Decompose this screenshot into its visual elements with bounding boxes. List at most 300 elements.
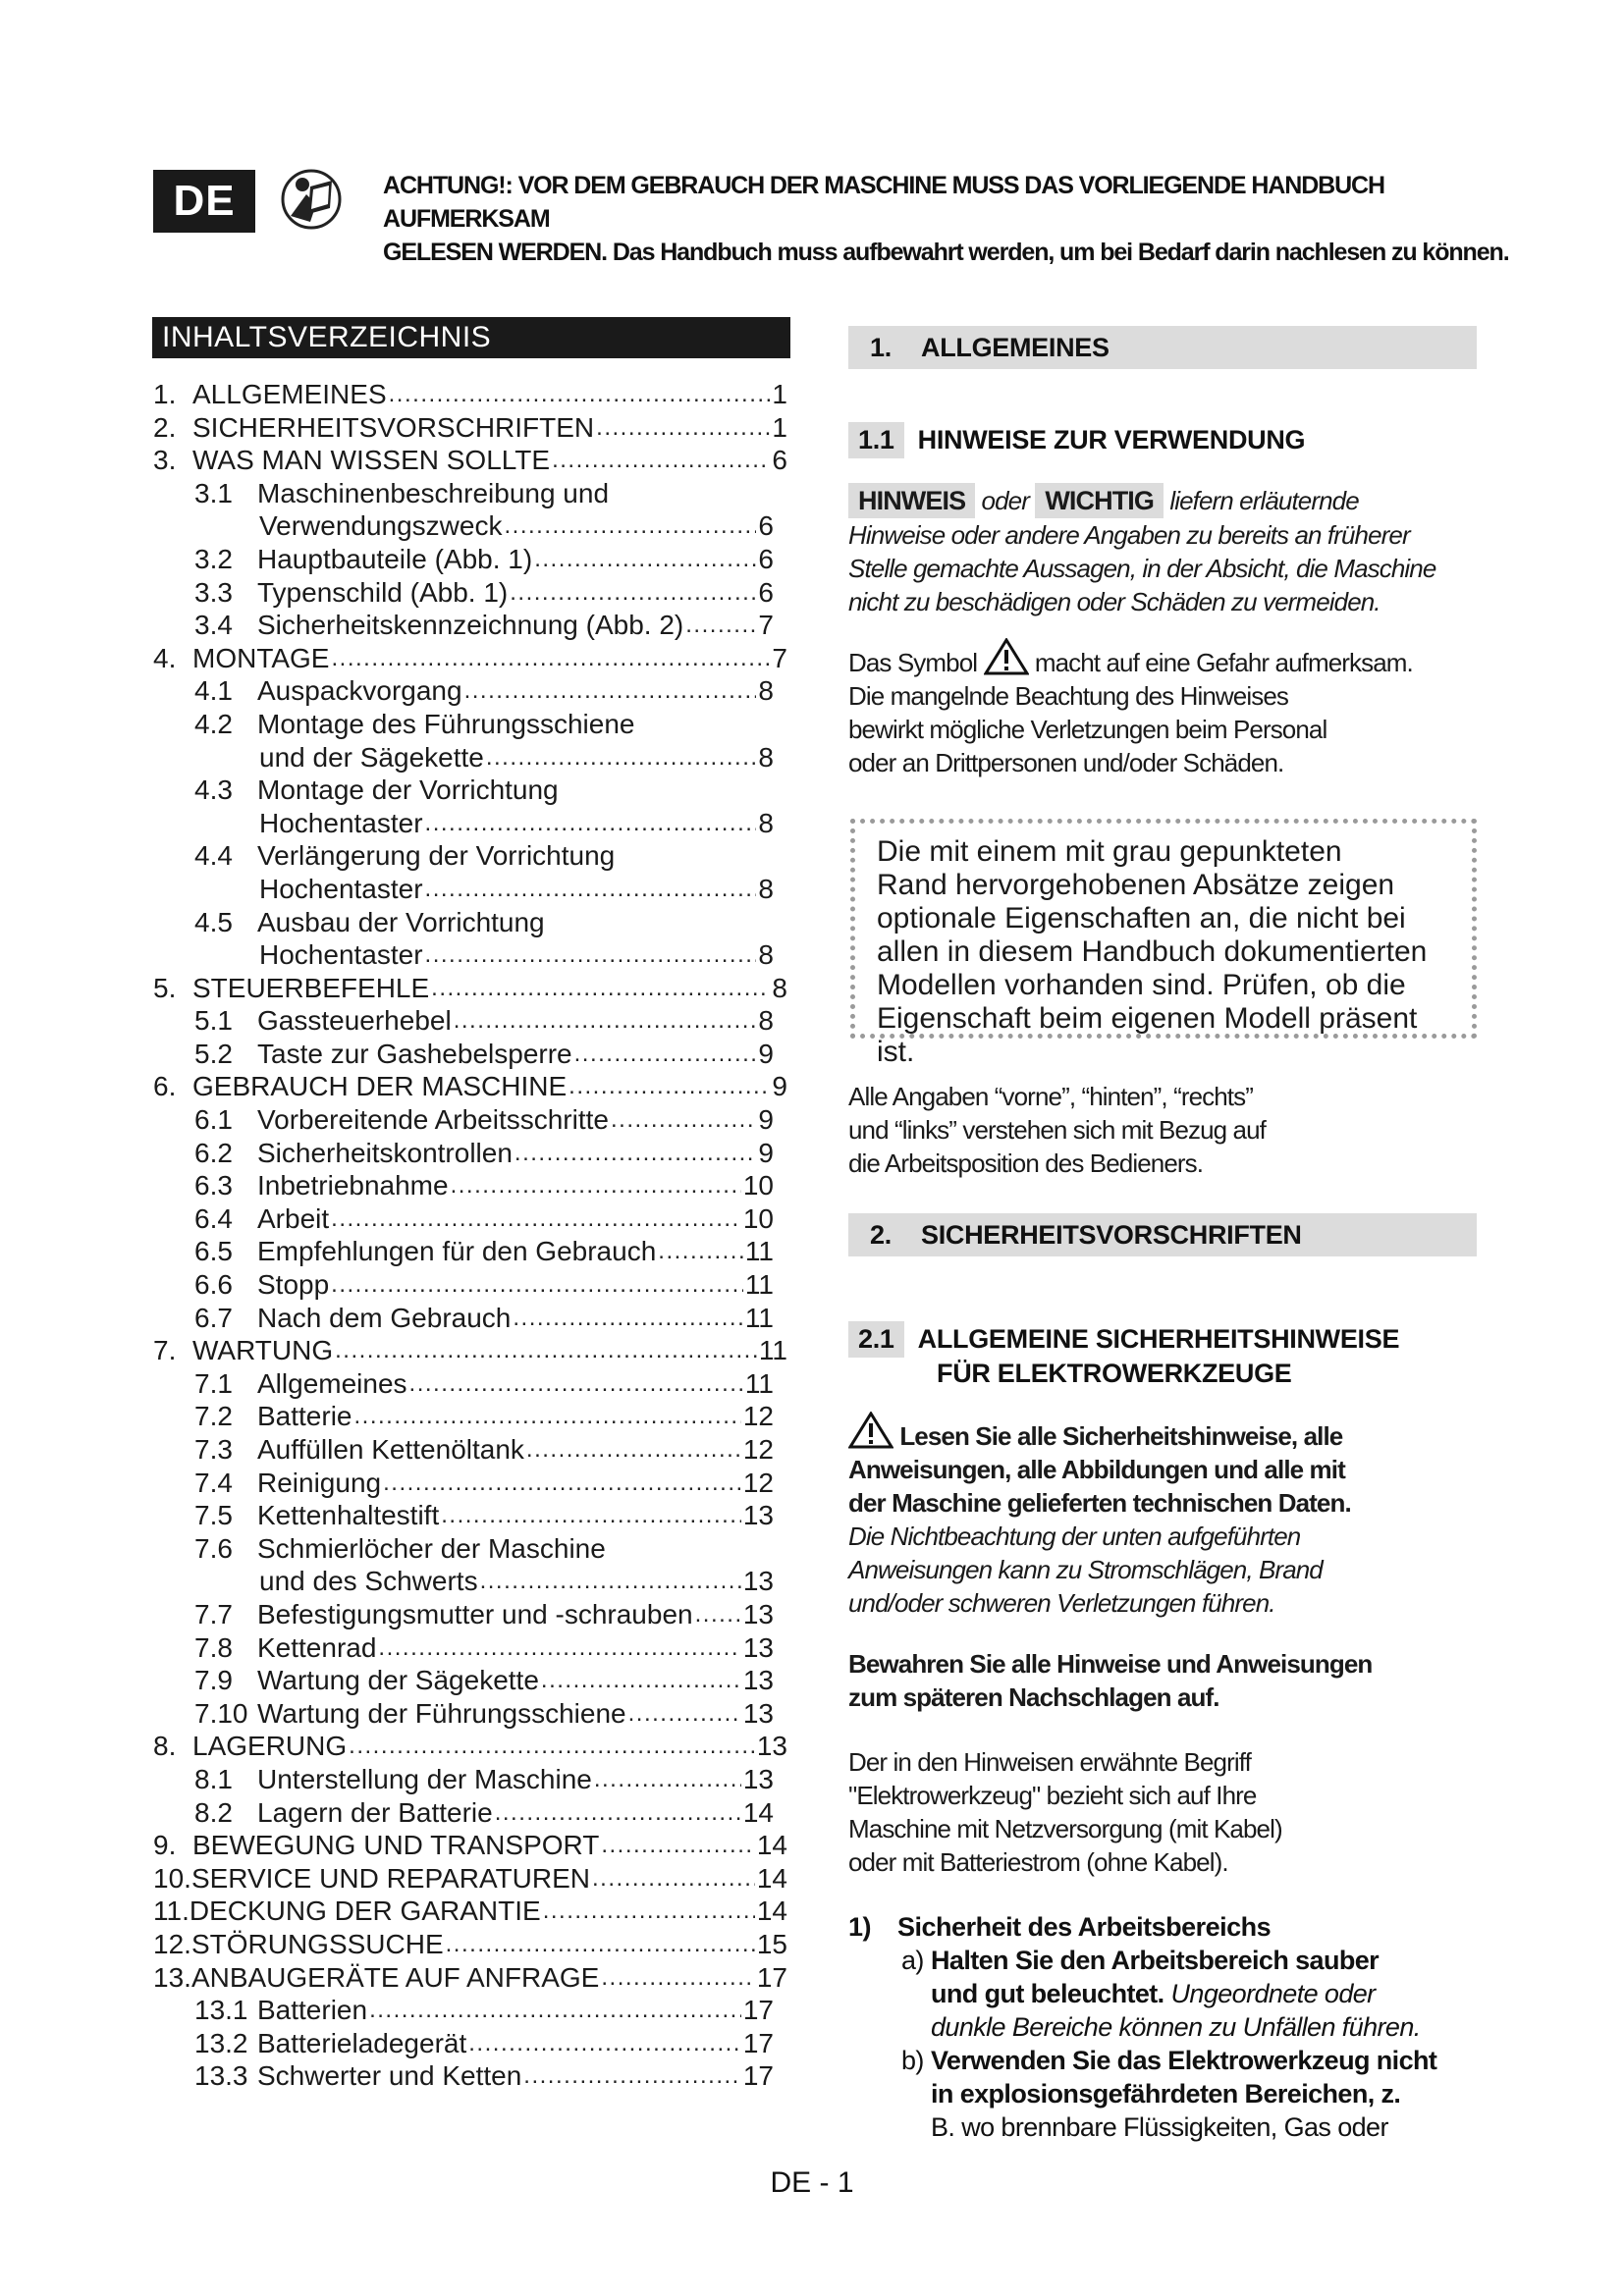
toc-entry-title: Wartung der Führungsschiene <box>257 1697 626 1729</box>
toc-entry-title: Montage des Führungsschiene <box>257 708 635 739</box>
toc-entry-page: 9 <box>758 1137 774 1168</box>
list-item-a-bold1: Halten Sie den Arbeitsbereich sauber <box>931 1946 1380 1975</box>
toc-entry-title: WAS MAN WISSEN SOLLTE <box>192 445 551 476</box>
toc-entry <box>153 1103 791 1137</box>
language-badge: DE <box>153 170 255 233</box>
toc-entry <box>153 1961 791 1995</box>
read-it-line2: Anweisungen kann zu Stromschlägen, Brand <box>848 1555 1323 1584</box>
toc-entry <box>153 1467 791 1500</box>
toc-leader-dots <box>425 807 757 840</box>
toc-entry-number: 10. <box>153 1862 191 1894</box>
toc-entry <box>153 1697 791 1731</box>
toc-entry <box>153 1763 791 1796</box>
symbol-line2: Die mangelnde Beachtung des Hinweises <box>848 681 1288 711</box>
list-item-a-label: a) <box>901 1946 924 1975</box>
term-line: oder mit Batteriestrom (ohne Kabel). <box>848 1847 1228 1877</box>
subsection-1-1-header <box>848 422 1305 458</box>
toc-entry-page: 17 <box>742 2027 774 2058</box>
toc-leader-dots <box>464 674 757 708</box>
toc-entry-title: SERVICE UND REPARATUREN <box>190 1862 591 1894</box>
toc-entry-number: 7.7 <box>194 1598 233 1629</box>
read-bold-line1: Lesen Sie alle Sicherheitshinweise, alle <box>899 1421 1343 1451</box>
toc-leader-dots <box>431 972 770 1005</box>
toc-entry-page: 14 <box>742 1796 774 1828</box>
toc-entry-title: und der Sägekette <box>259 741 484 773</box>
toc-entry-page: 17 <box>756 1961 787 1993</box>
section-2-title: SICHERHEITSVORSCHRIFTEN <box>921 1220 1302 1250</box>
note-paragraph <box>848 483 1477 618</box>
toc-leader-dots <box>389 378 771 411</box>
toc-entry-number: 3. <box>153 445 177 476</box>
toc-leader-dots <box>601 1961 754 1995</box>
toc-entry <box>153 1598 791 1631</box>
toc-entry-page: 10 <box>742 1202 774 1234</box>
toc-entry-title: Inbetriebnahme <box>257 1170 449 1201</box>
toc-entry-page: 7 <box>772 642 787 673</box>
toc-entry-page: 8 <box>758 1005 774 1037</box>
toc-leader-dots <box>523 2059 741 2093</box>
direction-line: Alle Angaben “vorne”, “hinten”, “rechts” <box>848 1082 1253 1111</box>
toc-entry <box>153 1829 791 1862</box>
toc-leader-dots <box>354 1400 741 1433</box>
header-warning-line1: ACHTUNG!: VOR DEM GEBRAUCH DER MASCHINE MUSS DAS VORLIEGENDE HANDBUCH AUFMERKSAM <box>383 172 1384 233</box>
toc-entry-number: 4.3 <box>194 774 233 806</box>
toc-entry-title: Verlängerung der Vorrichtung <box>257 840 616 872</box>
toc-entry-title: DECKUNG DER GARANTIE <box>189 1896 541 1927</box>
toc-entry-number: 4.1 <box>194 675 233 707</box>
toc-entry-number: 6.1 <box>194 1104 233 1136</box>
term-line: Maschine mit Netzversorgung (mit Kabel) <box>848 1814 1282 1843</box>
toc-entry-title: LAGERUNG <box>192 1731 348 1762</box>
toc-entry-page: 14 <box>756 1862 787 1894</box>
toc-entry <box>153 938 791 972</box>
toc-leader-dots <box>349 1730 755 1763</box>
table-of-contents <box>153 378 791 2093</box>
toc-entry-number: 6.4 <box>194 1202 233 1234</box>
toc-entry-number: 7.10 <box>194 1697 248 1729</box>
toc-title: INHALTSVERZEICHNIS <box>152 317 790 358</box>
toc-entry <box>153 1796 791 1830</box>
toc-entry-number: 6.6 <box>194 1269 233 1301</box>
list-item-b-label: b) <box>901 2046 924 2075</box>
toc-entry <box>153 873 791 906</box>
toc-leader-dots <box>335 1334 757 1367</box>
direction-line: und “links” verstehen sich mit Bezug auf <box>848 1115 1266 1145</box>
toc-entry-title: Sicherheitskennzeichnung (Abb. 2) <box>257 610 684 641</box>
list-item-a <box>901 1944 1490 2044</box>
toc-entry-title: Hochentaster <box>259 939 423 971</box>
term-paragraph <box>848 1745 1477 1879</box>
toc-entry-title: WARTUNG <box>192 1335 334 1366</box>
section-1-title: ALLGEMEINES <box>921 333 1110 362</box>
toc-entry-title: Hochentaster <box>259 873 423 904</box>
toc-leader-dots <box>510 576 756 610</box>
toc-entry-title: Allgemeines <box>257 1367 407 1399</box>
toc-entry-title: Maschinenbeschreibung und <box>257 477 610 508</box>
toc-entry-title: Hochentaster <box>259 807 423 838</box>
toc-entry-number: 13.1 <box>194 1995 248 2026</box>
toc-entry <box>153 2059 791 2093</box>
toc-entry-page: 9 <box>758 1104 774 1136</box>
toc-entry-number: 8.2 <box>194 1796 233 1828</box>
toc-leader-dots <box>409 1367 743 1401</box>
header-warning <box>383 169 1512 269</box>
toc-leader-dots <box>514 1137 757 1170</box>
toc-leader-dots <box>383 1467 741 1500</box>
toc-leader-dots <box>495 1796 741 1830</box>
toc-entry-page: 17 <box>742 1995 774 2026</box>
section-2-header <box>848 1213 1477 1256</box>
toc-entry-number: 3.4 <box>194 610 233 641</box>
toc-entry-title: Schwerter und Ketten <box>257 2060 522 2092</box>
toc-entry-title: Empfehlungen für den Gebrauch <box>257 1236 657 1267</box>
toc-entry-page: 8 <box>758 807 774 838</box>
toc-entry <box>153 1730 791 1763</box>
toc-leader-dots <box>451 1169 741 1202</box>
toc-leader-dots <box>441 1499 741 1532</box>
toc-entry-page: 13 <box>742 1631 774 1663</box>
toc-entry-title: Taste zur Gashebelsperre <box>257 1038 572 1069</box>
toc-entry <box>153 2027 791 2060</box>
toc-entry-title: Arbeit <box>257 1202 330 1234</box>
toc-entry-page: 1 <box>772 411 787 443</box>
toc-leader-dots <box>596 411 770 445</box>
toc-entry-page: 6 <box>758 510 774 542</box>
toc-entry-page: 6 <box>758 576 774 608</box>
toc-entry-number: 11. <box>153 1896 189 1927</box>
toc-entry-number: 7.1 <box>194 1367 233 1399</box>
dotted-line: allen in diesem Handbuch dokumentierten <box>877 935 1428 968</box>
toc-leader-dots <box>454 1004 757 1038</box>
list-item-b <box>901 2044 1490 2144</box>
toc-entry <box>153 642 791 675</box>
toc-entry-title: Batterien <box>257 1995 368 2026</box>
toc-entry-title: Ausbau der Vorrichtung <box>257 906 545 937</box>
toc-leader-dots <box>425 873 757 906</box>
toc-leader-dots <box>568 1070 770 1103</box>
toc-entry-title: Gassteuerhebel <box>257 1005 452 1037</box>
toc-leader-dots <box>543 1895 755 1928</box>
toc-entry <box>153 1532 791 1566</box>
toc-entry-title: ANBAUGERÄTE AUF ANFRAGE <box>190 1961 600 1993</box>
symbol-line4: oder an Drittpersonen und/oder Schäden. <box>848 748 1284 777</box>
subsection-2-1-title-line2: FÜR ELEKTROWERKZEUGE <box>937 1359 1292 1388</box>
toc-entry-page: 10 <box>742 1170 774 1201</box>
toc-entry-number: 3.2 <box>194 543 233 574</box>
note-line1-rest: liefern erläuternde <box>1169 486 1359 515</box>
symbol-post: macht auf eine Gefahr aufmerksam. <box>1034 648 1413 677</box>
toc-entry <box>153 774 791 807</box>
toc-entry-number: 5. <box>153 972 177 1003</box>
toc-entry <box>153 444 791 477</box>
dotted-line: Modellen vorhanden sind. Prüfen, ob die <box>877 969 1406 1001</box>
toc-entry-page: 9 <box>758 1038 774 1069</box>
keep-line2: zum späteren Nachschlagen auf. <box>848 1682 1219 1712</box>
toc-entry-title: Reinigung <box>257 1467 382 1498</box>
toc-entry <box>153 972 791 1005</box>
dotted-line: Die mit einem mit grau gepunkteten <box>877 835 1342 868</box>
toc-entry-number: 7.2 <box>194 1401 233 1432</box>
warning-triangle-icon <box>848 1412 893 1449</box>
toc-leader-dots <box>480 1565 741 1598</box>
toc-entry <box>153 1928 791 1961</box>
toc-entry-page: 8 <box>772 972 787 1003</box>
note-line2: Hinweise oder andere Angaben zu bereits an früherer <box>848 520 1410 550</box>
toc-entry-number: 1. <box>153 379 177 409</box>
toc-entry <box>153 708 791 741</box>
toc-entry-title: Sicherheitskontrollen <box>257 1137 513 1168</box>
dotted-line: optionale Eigenschaften an, die nicht bei <box>877 902 1406 934</box>
toc-entry <box>153 839 791 873</box>
toc-leader-dots <box>534 543 756 576</box>
toc-entry-title: Befestigungsmutter und -schrauben <box>257 1598 693 1629</box>
toc-entry-page: 13 <box>742 1763 774 1794</box>
toc-entry <box>153 1169 791 1202</box>
toc-leader-dots <box>695 1598 741 1631</box>
toc-entry <box>153 1565 791 1598</box>
read-it-line3: und/oder schweren Verletzungen führen. <box>848 1588 1275 1618</box>
toc-entry <box>153 1994 791 2027</box>
symbol-pre: Das Symbol <box>848 648 978 677</box>
toc-entry-number: 2. <box>153 411 177 443</box>
read-manual-icon <box>281 165 342 234</box>
toc-entry-title: Typenschild (Abb. 1) <box>257 576 509 608</box>
toc-entry <box>153 1004 791 1038</box>
toc-entry-title: Kettenhaltestift <box>257 1500 440 1531</box>
toc-entry <box>153 1302 791 1335</box>
toc-entry <box>153 1202 791 1236</box>
toc-entry-title: Stopp <box>257 1269 330 1301</box>
toc-entry <box>153 1367 791 1401</box>
toc-leader-dots <box>592 1862 755 1896</box>
toc-entry-number: 5.2 <box>194 1038 233 1069</box>
read-instructions-paragraph <box>848 1412 1477 1620</box>
header-warning-line2: GELESEN WERDEN. Das Handbuch muss aufbewahrt werden, um bei Bedarf darin nachlesen zu können. <box>383 239 1509 266</box>
dotted-line: Rand hervorgehobenen Absätze zeigen <box>877 869 1395 901</box>
symbol-line3: bewirkt mögliche Verletzungen beim Personal <box>848 715 1327 744</box>
toc-entry-title: Auspackvorgang <box>257 675 462 707</box>
toc-entry-page: 15 <box>756 1928 787 1959</box>
toc-entry-title: Vorbereitende Arbeitsschritte <box>257 1104 609 1136</box>
toc-entry-page: 12 <box>742 1434 774 1465</box>
toc-entry-page: 11 <box>744 1302 774 1333</box>
toc-entry-title: SICHERHEITSVORSCHRIFTEN <box>192 411 595 443</box>
toc-entry-title: STÖRUNGSSUCHE <box>190 1928 444 1959</box>
toc-leader-dots <box>685 609 756 642</box>
toc-entry <box>153 543 791 576</box>
toc-entry-title: Unterstellung der Maschine <box>257 1763 592 1794</box>
toc-leader-dots <box>504 509 756 543</box>
toc-entry-number: 6.5 <box>194 1236 233 1267</box>
toc-entry-number: 4.5 <box>194 906 233 937</box>
toc-entry-number: 7.4 <box>194 1467 233 1498</box>
dotted-line: Eigenschaft beim eigenen Modell präsent ist. <box>877 1002 1418 1068</box>
note-line4: nicht zu beschädigen oder Schäden zu vermeiden. <box>848 587 1380 616</box>
toc-entry-number: 6.3 <box>194 1170 233 1201</box>
toc-entry-number: 7.9 <box>194 1665 233 1696</box>
note-line3: Stelle gemachte Aussagen, in der Absicht, die Maschine <box>848 554 1436 583</box>
read-bold-line3: der Maschine gelieferten technischen Daten. <box>848 1488 1351 1518</box>
toc-entry-number: 7.8 <box>194 1631 233 1663</box>
list-item-b-bold2: in explosionsgefährdeten Bereichen, z. <box>931 2079 1401 2109</box>
toc-entry-page: 14 <box>756 1896 787 1927</box>
toc-entry-title: MONTAGE <box>192 642 330 673</box>
toc-entry-title: STEUERBEFEHLE <box>192 972 430 1003</box>
keep-instructions-paragraph <box>848 1647 1477 1714</box>
toc-entry <box>153 411 791 445</box>
toc-entry-page: 17 <box>742 2060 774 2092</box>
toc-entry-title: Schmierlöcher der Maschine <box>257 1532 606 1564</box>
toc-entry-page: 11 <box>744 1236 774 1267</box>
toc-entry-number: 13.2 <box>194 2027 248 2058</box>
list-1-title: Sicherheit des Arbeitsbereichs <box>897 1912 1272 1942</box>
toc-entry-number: 5.1 <box>194 1005 233 1037</box>
toc-leader-dots <box>486 741 757 774</box>
toc-entry-page: 11 <box>758 1335 787 1366</box>
toc-entry-number: 9. <box>153 1830 177 1861</box>
toc-entry-number: 7.6 <box>194 1532 233 1564</box>
toc-entry-page: 11 <box>744 1367 774 1399</box>
toc-entry-title: Verwendungszweck <box>259 510 503 542</box>
toc-leader-dots <box>574 1038 757 1071</box>
toc-entry-page: 14 <box>756 1830 787 1861</box>
optional-features-box <box>850 819 1477 1068</box>
toc-entry-title: Auffüllen Kettenöltank <box>257 1434 524 1465</box>
toc-entry-title: BEWEGUNG UND TRANSPORT <box>192 1830 600 1861</box>
toc-leader-dots <box>425 938 757 972</box>
toc-entry-title: Lagern der Batterie <box>257 1796 493 1828</box>
toc-leader-dots <box>658 1235 743 1268</box>
toc-entry-number: 8.1 <box>194 1763 233 1794</box>
toc-entry-title: Batterie <box>257 1401 352 1432</box>
toc-entry-number: 4.2 <box>194 708 233 739</box>
direction-paragraph <box>848 1080 1477 1180</box>
toc-leader-dots <box>594 1763 741 1796</box>
toc-entry <box>153 1235 791 1268</box>
toc-entry-page: 11 <box>744 1269 774 1301</box>
toc-entry <box>153 1137 791 1170</box>
toc-entry-number: 3.1 <box>194 477 233 508</box>
toc-leader-dots <box>628 1697 741 1731</box>
list-1-heading <box>848 1910 1477 1944</box>
toc-entry <box>153 576 791 610</box>
toc-leader-dots <box>552 444 770 477</box>
toc-entry-title: Montage der Vorrichtung <box>257 774 559 806</box>
page-number: DE - 1 <box>770 2166 854 2199</box>
toc-entry-title: Kettenrad <box>257 1631 377 1663</box>
toc-entry <box>153 477 791 510</box>
toc-entry <box>153 1499 791 1532</box>
toc-entry <box>153 609 791 642</box>
toc-entry-page: 8 <box>758 939 774 971</box>
subsection-2-1-header <box>848 1321 1399 1390</box>
toc-leader-dots <box>369 1994 741 2027</box>
toc-leader-dots <box>331 1268 743 1302</box>
toc-entry-page: 13 <box>756 1731 787 1762</box>
toc-leader-dots <box>331 642 770 675</box>
toc-leader-dots <box>541 1664 741 1697</box>
toc-entry-page: 13 <box>742 1697 774 1729</box>
toc-entry-title: Wartung der Sägekette <box>257 1665 539 1696</box>
list-item-a-it2: dunkle Bereiche können zu Unfällen führen. <box>931 2012 1421 2042</box>
toc-entry-page: 12 <box>742 1467 774 1498</box>
subsection-1-1-title: HINWEISE ZUR VERWENDUNG <box>917 425 1306 454</box>
toc-entry-title: GEBRAUCH DER MASCHINE <box>192 1071 568 1102</box>
toc-entry <box>153 674 791 708</box>
toc-leader-dots <box>611 1103 756 1137</box>
section-2-number: 2. <box>870 1220 892 1250</box>
symbol-paragraph <box>848 638 1477 779</box>
toc-entry <box>153 1070 791 1103</box>
toc-entry-page: 13 <box>742 1566 774 1597</box>
toc-entry-page: 8 <box>758 675 774 707</box>
toc-leader-dots <box>446 1928 755 1961</box>
toc-entry <box>153 1268 791 1302</box>
toc-entry-number: 7. <box>153 1335 177 1366</box>
list-item-a-it1: Ungeordnete oder <box>1170 1979 1376 2008</box>
toc-leader-dots <box>331 1202 741 1236</box>
toc-entry <box>153 1631 791 1665</box>
section-1-header <box>848 326 1477 369</box>
toc-entry-page: 13 <box>742 1500 774 1531</box>
toc-entry-number: 3.3 <box>194 576 233 608</box>
toc-entry <box>153 1038 791 1071</box>
toc-entry-page: 1 <box>772 379 787 409</box>
toc-entry-page: 6 <box>772 445 787 476</box>
toc-entry <box>153 1400 791 1433</box>
toc-entry-page: 8 <box>758 873 774 904</box>
toc-entry <box>153 807 791 840</box>
toc-leader-dots <box>378 1631 740 1665</box>
list-1-number: 1) <box>848 1912 872 1942</box>
toc-leader-dots <box>468 2027 741 2060</box>
term-line: "Elektrowerkzeug" bezieht sich auf Ihre <box>848 1781 1257 1810</box>
toc-entry-number: 7.3 <box>194 1434 233 1465</box>
toc-entry-page: 7 <box>758 610 774 641</box>
toc-entry-number: 6. <box>153 1071 177 1102</box>
toc-entry-number: 8. <box>153 1731 177 1762</box>
subsection-2-1-title-line1: ALLGEMEINE SICHERHEITSHINWEISE <box>917 1324 1400 1354</box>
toc-entry-number: 12. <box>153 1928 191 1959</box>
toc-entry <box>153 1895 791 1928</box>
wichtig-tag: WICHTIG <box>1035 483 1164 518</box>
list-item-b-bold1: Verwenden Sie das Elektrowerkzeug nicht <box>931 2046 1437 2075</box>
toc-entry-number: 4. <box>153 642 177 673</box>
toc-entry-number: 6.2 <box>194 1137 233 1168</box>
toc-entry-page: 9 <box>772 1071 787 1102</box>
toc-entry-title: Batterieladegerät <box>257 2027 467 2058</box>
toc-entry-title: Hauptbauteile (Abb. 1) <box>257 543 533 574</box>
list-item-a-bold2: und gut beleuchtet. <box>931 1979 1164 2008</box>
read-bold-line2: Anweisungen, alle Abbildungen und alle mit <box>848 1455 1345 1484</box>
subsection-1-1-number: 1.1 <box>848 422 904 458</box>
toc-leader-dots <box>513 1302 743 1335</box>
toc-entry-title: ALLGEMEINES <box>192 379 387 409</box>
toc-entry-page: 8 <box>758 741 774 773</box>
toc-entry-number: 6.7 <box>194 1302 233 1333</box>
toc-entry-number: 13.3 <box>194 2060 248 2092</box>
toc-entry <box>153 1334 791 1367</box>
toc-entry-page: 13 <box>742 1598 774 1629</box>
toc-entry <box>153 509 791 543</box>
read-it-line1: Die Nichtbeachtung der unten aufgeführten <box>848 1522 1301 1551</box>
oder-text: oder <box>981 486 1029 515</box>
warning-triangle-icon <box>984 638 1029 675</box>
toc-entry <box>153 1862 791 1896</box>
toc-entry-number: 7.5 <box>194 1500 233 1531</box>
toc-entry <box>153 1433 791 1467</box>
toc-entry <box>153 741 791 774</box>
